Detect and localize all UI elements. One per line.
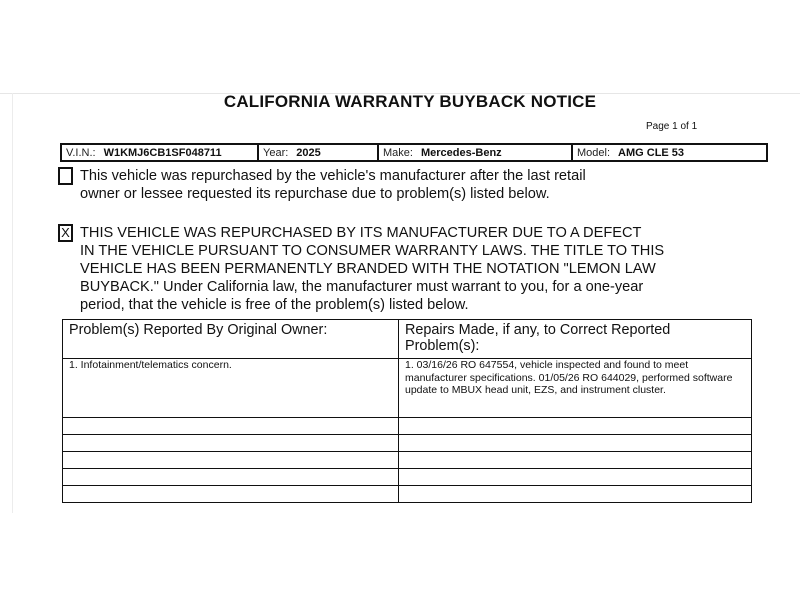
empty-cell (63, 435, 399, 452)
table-row (63, 486, 752, 503)
model-cell (573, 145, 766, 160)
option2-line: IN THE VEHICLE PURSUANT TO CONSUMER WARRANTY LAWS. THE TITLE TO THIS (80, 243, 665, 259)
option2-line: BUYBACK." Under California law, the manufacturer must warrant to you, for a one-year (80, 279, 644, 295)
repairs-header: Repairs Made, if any, to Correct Reported Problem(s): (399, 320, 752, 359)
option2-text (80, 224, 760, 314)
model-label: Model: (577, 146, 611, 159)
model-value: AMG CLE 53 (618, 146, 685, 159)
year-value: 2025 (296, 146, 321, 159)
option2-checkbox[interactable]: X (58, 224, 73, 242)
year-cell (259, 145, 379, 160)
problems-table (62, 319, 752, 503)
option1-line: This vehicle was repurchased by the vehicle's manufacturer after the last retail (80, 168, 586, 184)
option1-line: owner or lessee requested its repurchase due to problem(s) listed below. (80, 186, 550, 202)
option1-checkbox[interactable] (58, 167, 73, 185)
option2-line: THIS VEHICLE WAS REPURCHASED BY ITS MANUFACTURER DUE TO A DEFECT (80, 225, 642, 241)
empty-cell (63, 486, 399, 503)
problems-header: Problem(s) Reported By Original Owner: (63, 320, 399, 359)
empty-cell (399, 418, 752, 435)
option2-line: VEHICLE HAS BEEN PERMANENTLY BRANDED WITH THE NOTATION "LEMON LAW (80, 261, 656, 277)
empty-cell (63, 418, 399, 435)
vin-value: W1KMJ6CB1SF048711 (103, 146, 222, 159)
option2-line: period, that the vehicle is free of the problem(s) listed below. (80, 297, 469, 313)
make-cell (379, 145, 573, 160)
make-value: Mercedes-Benz (420, 146, 502, 159)
page-number: Page 1 of 1 (646, 121, 698, 132)
table-row (63, 469, 752, 486)
empty-cell (399, 452, 752, 469)
vin-label: V.I.N.: (66, 146, 96, 159)
vin-cell (62, 145, 259, 160)
page-left-edge (12, 93, 13, 513)
notice-title: CALIFORNIA WARRANTY BUYBACK NOTICE (223, 92, 597, 111)
table-row (63, 452, 752, 469)
empty-cell (399, 435, 752, 452)
table-row (63, 359, 752, 418)
table-row (63, 418, 752, 435)
table-header-row (63, 320, 752, 359)
empty-cell (399, 469, 752, 486)
table-row (63, 435, 752, 452)
empty-cell (399, 486, 752, 503)
repair-cell: 1. 03/16/26 RO 647554, vehicle inspected and found to meet manufacturer specifications. 01/05/26 RO 644029, performed software update to MBUX head unit, EZS, and instrument cluster. (399, 359, 752, 418)
problem-cell: 1. Infotainment/telematics concern. (63, 359, 399, 418)
vehicle-info-bar (60, 143, 768, 162)
empty-cell (63, 452, 399, 469)
option1-text (80, 167, 760, 203)
make-label: Make: (383, 146, 413, 159)
empty-cell (63, 469, 399, 486)
year-label: Year: (263, 146, 289, 159)
